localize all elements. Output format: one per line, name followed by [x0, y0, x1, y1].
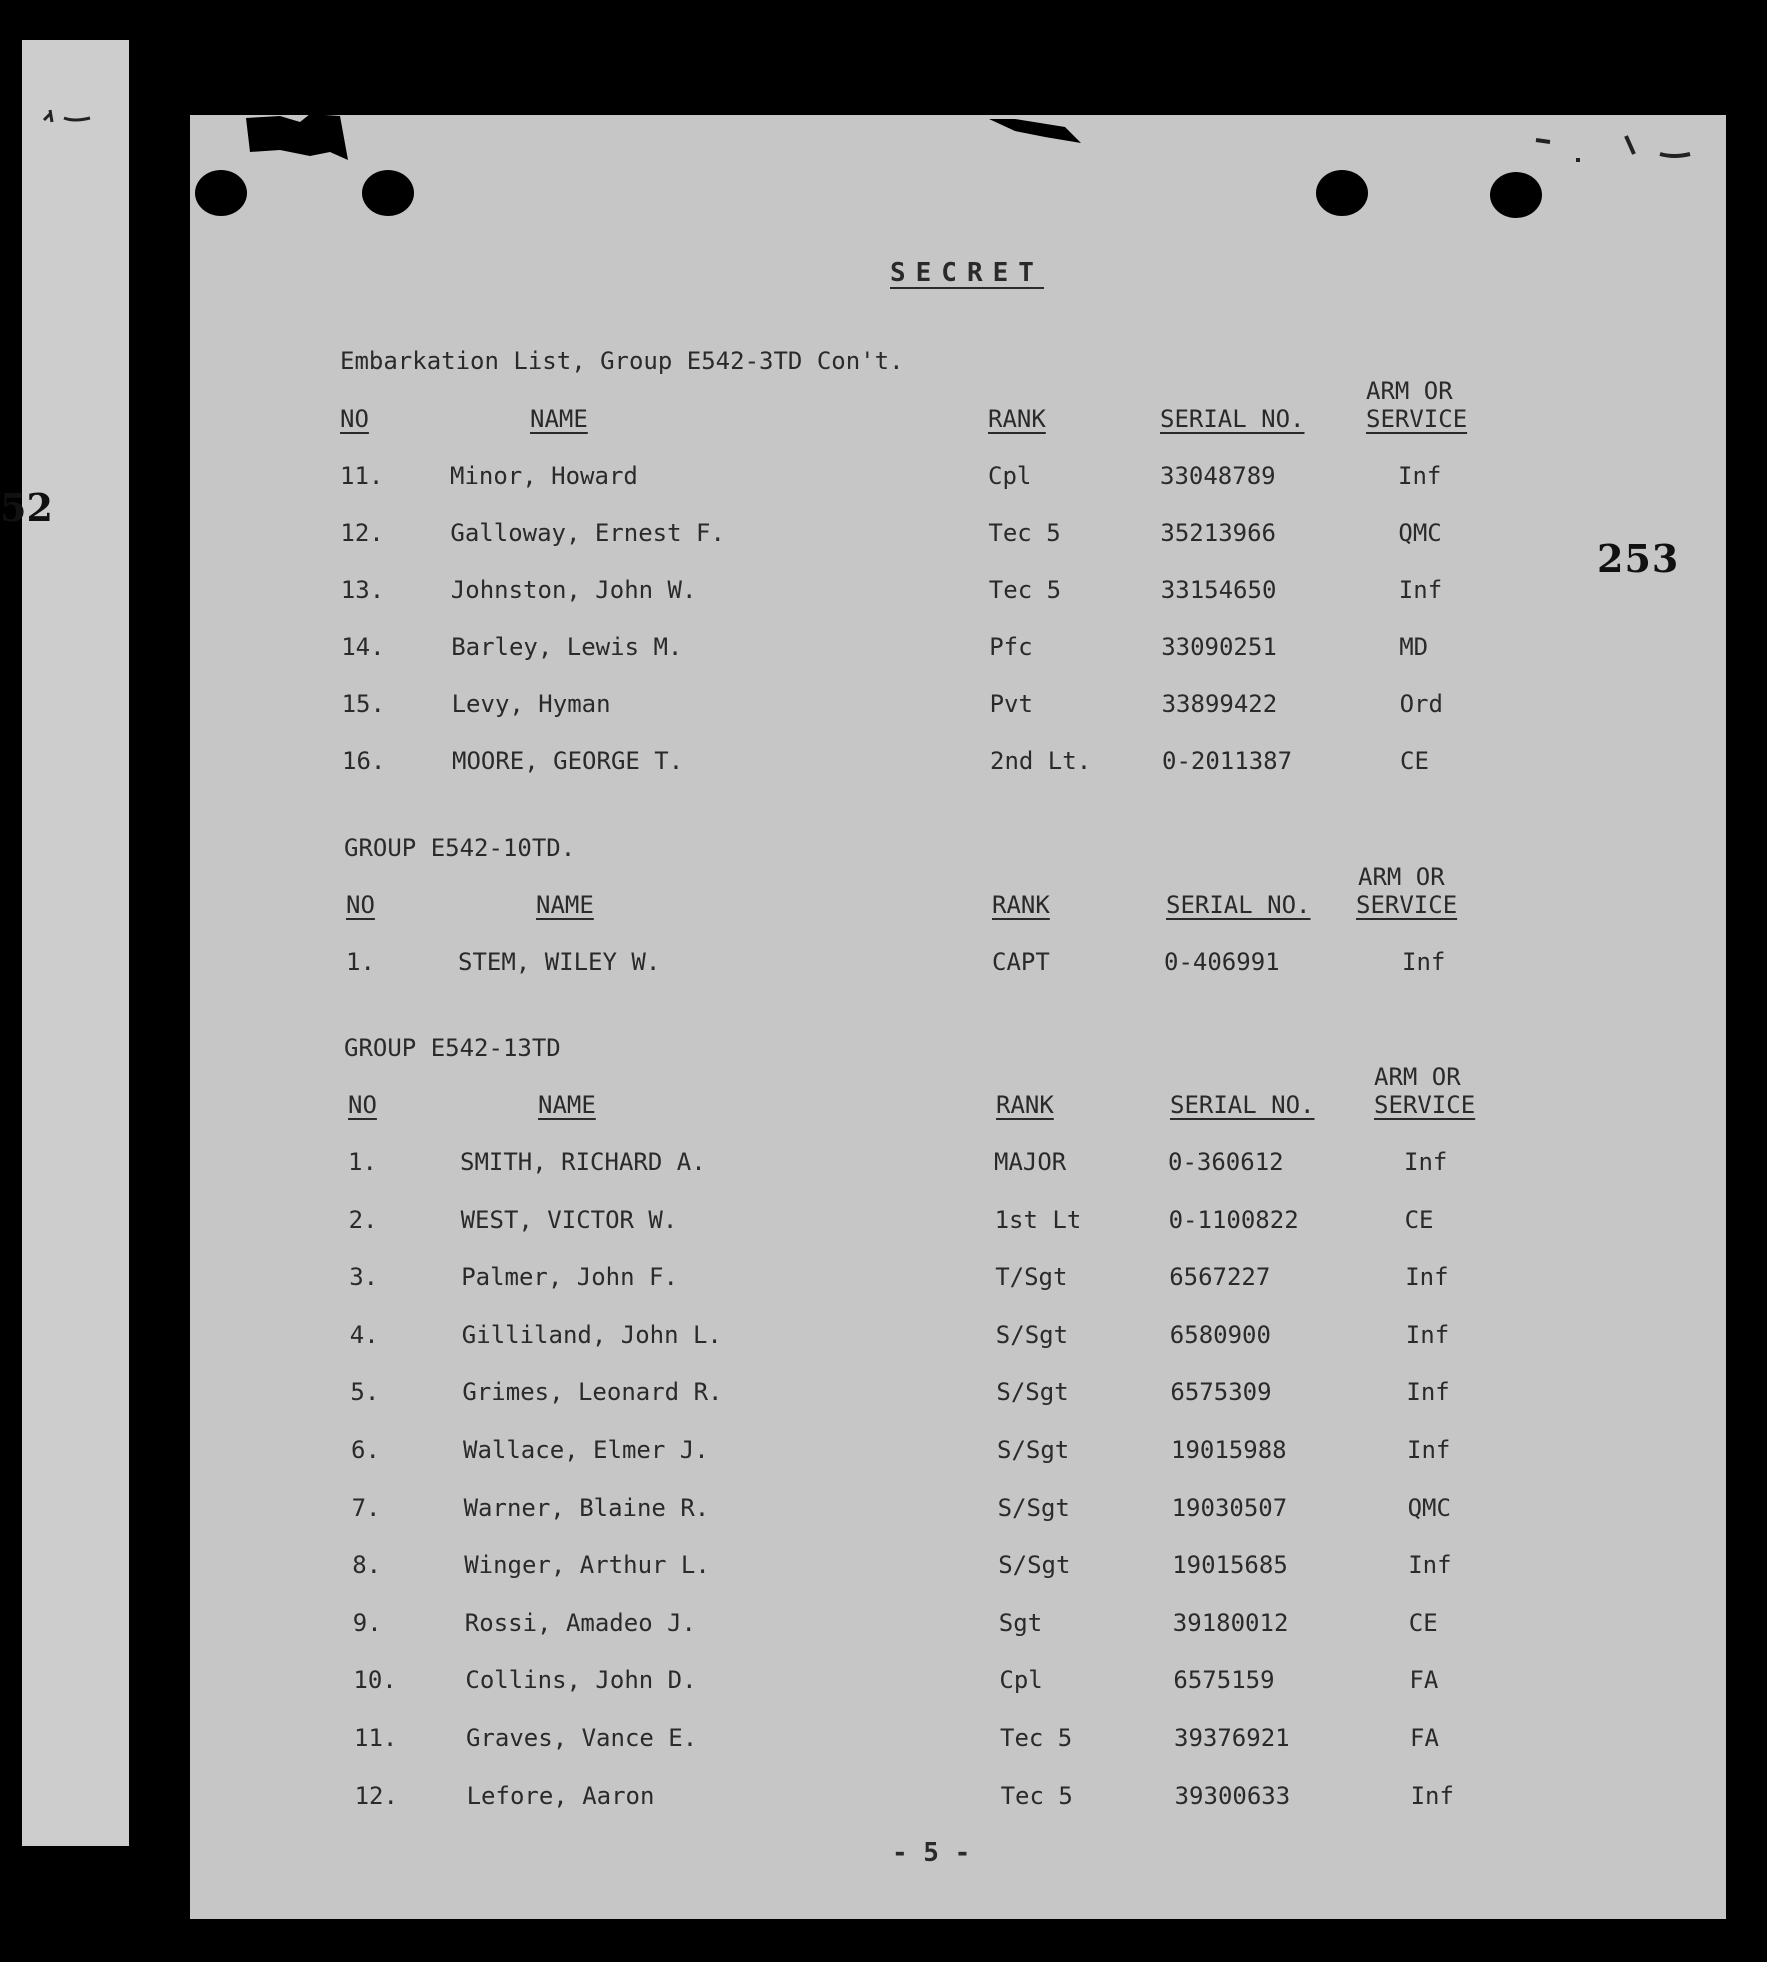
table-row	[0, 1724, 1767, 1764]
arm-or-service: MD	[1399, 633, 1429, 661]
table-row	[0, 1148, 1767, 1188]
torn-edge-mark	[985, 113, 1085, 153]
arm-or-service: Inf	[1408, 1551, 1452, 1580]
rank: 2nd Lt.	[990, 747, 1092, 775]
row-number: 16.	[342, 747, 386, 775]
classification-title: SECRET	[890, 258, 1044, 288]
soldier-name: Johnston, John W.	[450, 576, 697, 604]
arm-or-service: FA	[1409, 1666, 1439, 1695]
arm-or-service: QMC	[1407, 1493, 1451, 1522]
table-row	[0, 576, 1767, 616]
table-header-row	[0, 1091, 1767, 1131]
arm-or-service: CE	[1404, 1205, 1434, 1234]
rank: S/Sgt	[998, 1551, 1071, 1580]
arm-or-service: Inf	[1398, 576, 1443, 604]
table-row	[0, 1263, 1767, 1303]
torn-edge-mark	[240, 112, 360, 172]
soldier-name: Galloway, Ernest F.	[450, 519, 725, 547]
arm-or-service: CE	[1400, 747, 1429, 775]
soldier-name: SMITH, RICHARD A.	[460, 1148, 706, 1176]
serial-number: 6575309	[1170, 1378, 1272, 1407]
header-no: NO	[348, 1091, 377, 1119]
rank: MAJOR	[994, 1148, 1067, 1176]
row-number: 2.	[348, 1205, 378, 1234]
rank: Cpl	[988, 462, 1032, 490]
soldier-name: STEM, WILEY W.	[458, 948, 661, 976]
soldier-name: Levy, Hyman	[451, 690, 611, 718]
serial-number: 33899422	[1161, 690, 1278, 718]
punch-hole	[1490, 172, 1542, 218]
table-row	[0, 1321, 1767, 1361]
arm-or-service: Ord	[1399, 690, 1443, 718]
row-number: 14.	[341, 633, 385, 661]
arm-or-service: CE	[1408, 1608, 1438, 1637]
group-heading: GROUP E542-10TD.	[344, 834, 576, 862]
soldier-name: Lefore, Aaron	[466, 1781, 655, 1810]
row-number: 15.	[341, 690, 385, 718]
page-stamp-number: 253	[1597, 536, 1680, 581]
serial-number: 19015988	[1171, 1436, 1287, 1464]
page-number: - 5 -	[892, 1838, 971, 1868]
arm-header-top: ARM OR	[1374, 1063, 1461, 1091]
header-arm: SERVICE	[1374, 1091, 1476, 1119]
serial-number: 19015685	[1172, 1551, 1288, 1580]
serial-number: 33048789	[1160, 462, 1276, 490]
row-number: 10.	[353, 1666, 397, 1695]
rank: CAPT	[992, 948, 1050, 976]
table-row	[0, 633, 1767, 673]
arm-or-service: QMC	[1398, 519, 1442, 547]
arm-header-top: ARM OR	[1366, 377, 1453, 405]
rank: S/Sgt	[997, 1436, 1070, 1464]
group-heading: GROUP E542-13TD	[344, 1034, 561, 1062]
rank: Tec 5	[1000, 1781, 1073, 1810]
table-row	[0, 462, 1767, 502]
header-no: NO	[346, 891, 375, 919]
row-number: 6.	[351, 1436, 380, 1464]
table-row	[0, 1436, 1767, 1476]
rank: Cpl	[999, 1666, 1043, 1695]
table-row	[0, 1609, 1767, 1649]
serial-number: 0-2011387	[1162, 747, 1293, 775]
row-number: 12.	[340, 519, 384, 547]
rank: Sgt	[998, 1608, 1043, 1637]
table-row	[0, 1666, 1767, 1706]
soldier-name: Grimes, Leonard R.	[462, 1378, 723, 1407]
header-name: NAME	[538, 1091, 596, 1119]
soldier-name: Gilliland, John L.	[461, 1320, 722, 1349]
serial-number: 19030507	[1171, 1493, 1288, 1522]
rank: S/Sgt	[995, 1320, 1069, 1349]
row-number: 13.	[340, 576, 385, 604]
soldier-name: Minor, Howard	[450, 462, 638, 490]
serial-number: 6575159	[1173, 1666, 1275, 1695]
arm-or-service: FA	[1410, 1724, 1439, 1752]
rank: 1st Lt	[994, 1205, 1082, 1234]
punch-hole	[195, 170, 247, 216]
serial-number: 39376921	[1174, 1724, 1290, 1752]
arm-or-service: Inf	[1405, 1263, 1449, 1292]
row-number: 5.	[350, 1378, 380, 1407]
list-heading: Embarkation List, Group E542-3TD Con't.	[340, 347, 904, 375]
punch-hole	[362, 170, 414, 216]
rank: S/Sgt	[996, 1378, 1069, 1407]
arm-or-service: Inf	[1406, 1378, 1450, 1407]
table-row	[0, 690, 1767, 730]
header-serial: SERIAL NO.	[1170, 1091, 1315, 1119]
table-row	[0, 747, 1767, 787]
soldier-name: WEST, VICTOR W.	[460, 1205, 678, 1234]
row-number: 11.	[340, 462, 384, 490]
arm-or-service: Inf	[1407, 1436, 1451, 1464]
row-number: 12.	[354, 1781, 398, 1810]
torn-edge-mark	[1530, 130, 1700, 170]
serial-number: 0-360612	[1168, 1148, 1284, 1176]
row-number: 3.	[349, 1263, 379, 1292]
row-number: 8.	[352, 1551, 382, 1580]
punch-hole	[1316, 170, 1368, 216]
arm-or-service: Inf	[1398, 462, 1442, 490]
rank: Tec 5	[1000, 1724, 1073, 1752]
serial-number: 35213966	[1160, 519, 1276, 547]
rank: Pfc	[989, 633, 1033, 661]
serial-number: 39300633	[1174, 1781, 1291, 1810]
adjacent-page-number-fragment: 52	[0, 485, 53, 530]
row-number: 9.	[352, 1608, 382, 1637]
table-row	[0, 948, 1767, 988]
table-header-row	[0, 891, 1767, 931]
rank: Pvt	[989, 690, 1033, 718]
soldier-name: Barley, Lewis M.	[451, 633, 683, 661]
soldier-name: Wallace, Elmer J.	[463, 1436, 709, 1464]
serial-number: 6580900	[1169, 1320, 1271, 1349]
header-rank: RANK	[992, 891, 1050, 919]
serial-number: 6567227	[1169, 1263, 1271, 1292]
table-row	[0, 1494, 1767, 1534]
row-number: 4.	[349, 1320, 379, 1349]
rank: Tec 5	[988, 519, 1061, 547]
header-rank: RANK	[988, 405, 1046, 433]
header-rank: RANK	[996, 1091, 1054, 1119]
arm-or-service: Inf	[1410, 1781, 1454, 1810]
rank: Tec 5	[988, 576, 1062, 604]
header-name: NAME	[530, 405, 588, 433]
soldier-name: Graves, Vance E.	[466, 1724, 698, 1752]
soldier-name: Warner, Blaine R.	[463, 1493, 710, 1522]
header-no: NO	[340, 405, 369, 433]
header-serial: SERIAL NO.	[1166, 891, 1311, 919]
serial-number: 33154650	[1160, 576, 1277, 604]
arm-or-service: Inf	[1405, 1320, 1450, 1349]
header-serial: SERIAL NO.	[1160, 405, 1305, 433]
serial-number: 33090251	[1161, 633, 1277, 661]
row-number: 7.	[351, 1493, 381, 1522]
table-row	[0, 1551, 1767, 1591]
table-row	[0, 519, 1767, 559]
serial-number: 39180012	[1172, 1608, 1289, 1637]
rank: T/Sgt	[995, 1263, 1068, 1292]
soldier-name: MOORE, GEORGE T.	[452, 747, 684, 775]
soldier-name: Palmer, John F.	[461, 1263, 678, 1292]
soldier-name: Collins, John D.	[465, 1666, 697, 1695]
table-row	[0, 1782, 1767, 1822]
row-number: 1.	[348, 1148, 377, 1176]
arm-header-top: ARM OR	[1358, 863, 1445, 891]
header-name: NAME	[536, 891, 594, 919]
soldier-name: Rossi, Amadeo J.	[464, 1608, 696, 1637]
serial-number: 0-406991	[1164, 948, 1280, 976]
row-number: 1.	[346, 948, 375, 976]
serial-number: 0-1100822	[1168, 1205, 1299, 1234]
row-number: 11.	[354, 1724, 398, 1752]
arm-or-service: Inf	[1402, 948, 1446, 976]
table-row	[0, 1206, 1767, 1246]
table-header-row	[0, 405, 1767, 445]
header-arm: SERVICE	[1366, 405, 1468, 433]
paper-scratch-mark	[36, 80, 98, 138]
soldier-name: Winger, Arthur L.	[464, 1551, 710, 1580]
arm-or-service: Inf	[1404, 1148, 1448, 1176]
header-arm: SERVICE	[1356, 891, 1458, 919]
rank: S/Sgt	[997, 1493, 1070, 1522]
table-row	[0, 1378, 1767, 1418]
